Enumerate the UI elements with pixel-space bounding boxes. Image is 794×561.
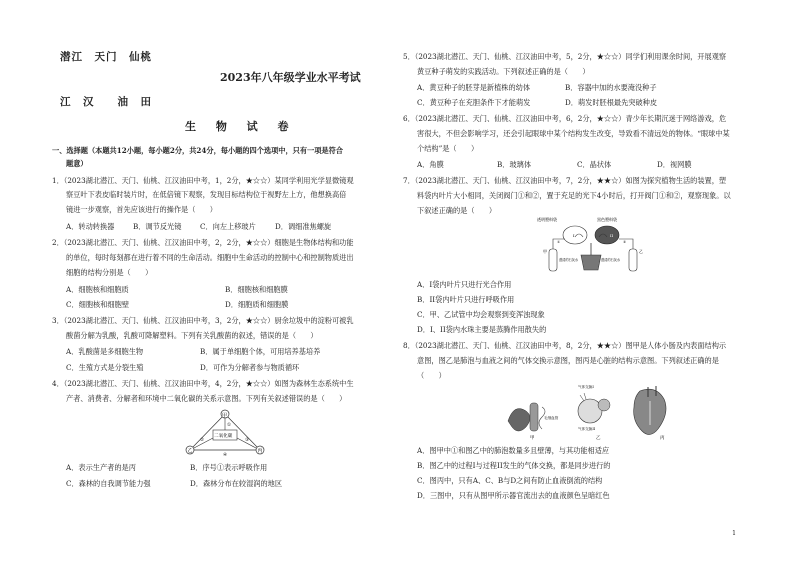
label-jia: 甲: [222, 413, 228, 419]
q6-option: D．视网膜: [657, 160, 692, 169]
q1-option: C．向左上移玻片: [200, 222, 256, 231]
q1-line: 1．（2023湖北潜江、天门、仙桃、江汉油田中考，1，2分，★☆☆）某同学利用光学显微镜观: [52, 176, 354, 185]
q8-option: C．图丙中，只有A、C、B与D之间有防止血液倒流的结构: [417, 476, 603, 485]
q6-option: A．角膜: [417, 160, 444, 169]
q1-line: 察豆叶下表皮临时装片时，在低倍镜下观察，发现目标结构位于视野左上方，他想换高倍: [66, 190, 347, 199]
q1-option: D．调细准焦螺旋: [275, 222, 332, 231]
label-exchange-2: 气体交换II: [578, 427, 596, 431]
q3-line: 酸菌分解为乳酸，乳酸可降解塑料。下列有关乳酸菌的叙述，错误的是（ ）: [66, 331, 318, 340]
q5-option: A．黄豆种子的胚芽是新植株的幼体: [417, 83, 531, 92]
q8-option: A．图甲中①和图乙中的肺泡数量多且壁薄，与其功能相适应: [417, 446, 610, 455]
label-3: ③: [245, 438, 250, 443]
label-bing: 丙: [660, 436, 665, 441]
q2-line: 的单位，每时每刻都在进行着不同的生命活动。细胞中生命活动的控制中心和控制物质进出: [66, 253, 354, 262]
test-tube-yi: [629, 249, 637, 271]
q7-plant-apparatus-diagram: [535, 215, 650, 275]
q7-option: D．I、II袋内水珠主要是蒸腾作用散失的: [417, 325, 547, 334]
q6-line: 个结构”是（ ）: [417, 144, 479, 153]
q7-line: 7．（2023湖北潜江、天门、仙桃、江汉油田中考，7，2分，★★☆）如图为探究植物生活的装置，塑: [403, 176, 727, 185]
q8-organ-diagrams: [500, 381, 685, 443]
q8-option: D．三图中，只有从图甲所示器官流出去的血液颜色呈暗红色: [417, 491, 610, 500]
label-jia: 甲: [543, 249, 547, 254]
q5-line: 黄豆种子萌发的实践活动。下列叙述正确的是（ ）: [417, 67, 590, 76]
q7-line: 下叙述正确的是（ ）: [417, 206, 497, 215]
q6-option: C．晶状体: [577, 160, 612, 169]
q1-option: B．调节反光镜: [133, 222, 182, 231]
q5-option: D．萌发时胚根最先突破种皮: [565, 98, 658, 107]
label-yi: 乙: [639, 249, 643, 254]
q3-option: D．可作为分解者参与物质循环: [200, 363, 300, 372]
q2-option: C．细胞核和细胞壁: [66, 300, 130, 309]
test-tube-jia: [549, 249, 557, 271]
q1-line: 镜进一步观察，首先应该进行的操作是（ ）: [66, 205, 217, 214]
q4-line: 4．（2023湖北潜江、天门、仙桃、江汉油田中考，4，2分，★☆☆）如图为森林生态系统中生: [52, 379, 354, 388]
q6-line: 6．（2023湖北潜江、天门、仙桃、江汉油田中考，6，2分，★☆☆）青少年长期沉迷于网络游戏，危: [403, 114, 727, 123]
q7-option: A．I袋内叶片只进行光合作用: [417, 280, 512, 289]
region-line-2: 江 汉 油 田: [60, 96, 152, 108]
villus: [530, 403, 538, 431]
q2-option: B．细胞核和细胞膜: [225, 285, 288, 294]
section-heading-cont: 题意）: [66, 159, 88, 168]
label-limewater-1: 澄清的石灰水: [559, 258, 579, 262]
black-bag: [595, 226, 619, 244]
label-black-bag: 黑色塑料袋: [597, 217, 617, 222]
q1-option: A．转动转换器: [66, 222, 115, 231]
exam-title: 2023年八年级学业水平考试: [220, 71, 361, 84]
label-I: I: [573, 233, 575, 238]
q8-option: B．图乙中的过程I与过程II发生的气体交换，都是同步进行的: [417, 461, 611, 470]
q2-line: 细胞的结构分别是（ ）: [66, 268, 153, 277]
q8-line: （ ）: [417, 371, 446, 380]
q2-line: 2．（2023湖北潜江、天门、仙桃、江汉油田中考，2，2分，★☆☆）细胞是生物体结构和功能: [52, 238, 354, 247]
q6-option: B．玻璃体: [497, 160, 532, 169]
q4-option: A．表示生产者的是丙: [66, 463, 136, 472]
label-valve-1: ①: [557, 240, 561, 244]
q7-line: 料袋内叶片大小相同，关闭阀门①和②，置于充足的光下4小时后，打开阀门①和②，观察现象。以: [417, 191, 731, 200]
label-exchange-1: 气体交换I: [578, 385, 594, 389]
q8-line: 8．（2023湖北潜江、天门、仙桃、江汉油田中考，8，2分，★★☆）图甲是人体小肠及内表面结构示: [403, 341, 727, 350]
label-bing: 丙: [257, 448, 263, 454]
q5-option: B．容器中加的水要淹没种子: [565, 83, 657, 92]
q2-option: A．细胞核和细胞质: [66, 285, 129, 294]
label-2: ②: [200, 438, 205, 443]
label-jia: 甲: [530, 436, 535, 441]
label-capillary: 毛细血管: [544, 416, 559, 420]
small-intestine: [508, 409, 530, 431]
label-co2: 二氧化碳: [214, 434, 233, 439]
q7-option: B．II袋内叶片只进行呼吸作用: [417, 295, 515, 304]
q6-line: 害很大，不但会影响学习，还会引起眼球中某个结构发生改变，导致看不清远处的物体。“眼球中某: [417, 129, 730, 138]
q7-option: C．甲、乙试管中均会观察到变浑浊现象: [417, 310, 545, 319]
q4-option: C．森林的自我调节能力强: [66, 479, 151, 488]
q3-line: 3．（2023湖北潜江、天门、仙桃、江汉油田中考，3，2分，★☆☆）厨余垃圾中的淀粉可被乳: [52, 316, 354, 325]
q3-option: B．属于单细胞个体，可用培养基培养: [200, 347, 321, 356]
clear-bag: [563, 226, 587, 244]
label-clear-bag: 透明塑料袋: [537, 217, 557, 222]
q4-option: D．森林分布在较湿润的地区: [190, 479, 283, 488]
q5-line: 5．（2023湖北潜江、天门、仙桃、江汉油田中考，5，2分，★☆☆）同学们利用课余时间，开展观察: [403, 52, 727, 61]
section-heading: 一、选择题（本题共12小题，每小题2分，共24分，每小题的四个选项中，只有一项是符合: [52, 146, 343, 155]
label-limewater-2: 澄清的石灰水: [601, 258, 621, 262]
flower-pot: [581, 255, 601, 270]
q3-option: A．乳酸菌是多细胞生物: [66, 347, 144, 356]
label-yi: 乙: [187, 448, 193, 454]
region-line-1: 潜江 天门 仙桃: [60, 51, 152, 63]
page-number: 1: [732, 530, 736, 537]
label-yi: 乙: [596, 436, 601, 441]
q4-ecosystem-diagram: [180, 408, 270, 458]
q4-option: B．序号①表示呼吸作用: [190, 463, 268, 472]
label-4: ④: [223, 453, 228, 458]
q8-line: 意图，图乙是肺泡与血液之间的气体交换示意图，图丙是心脏的结构示意图。下列叙述正确的是: [417, 356, 719, 365]
subject-title: 生 物 试 卷: [185, 120, 297, 133]
q4-line: 产者、消费者、分解者和环境中二氧化碳的关系示意图。下列有关叙述错误的是（ ）: [66, 394, 347, 403]
q5-option: C．黄豆种子在充胆条件下才能萌发: [417, 98, 531, 107]
label-II: II: [610, 233, 614, 238]
q3-option: C．生殖方式是分裂生殖: [66, 363, 144, 372]
label-1: ①: [227, 423, 232, 428]
label-valve-2: ②: [623, 240, 627, 244]
q2-option: D．细胞质和细胞膜: [225, 300, 289, 309]
